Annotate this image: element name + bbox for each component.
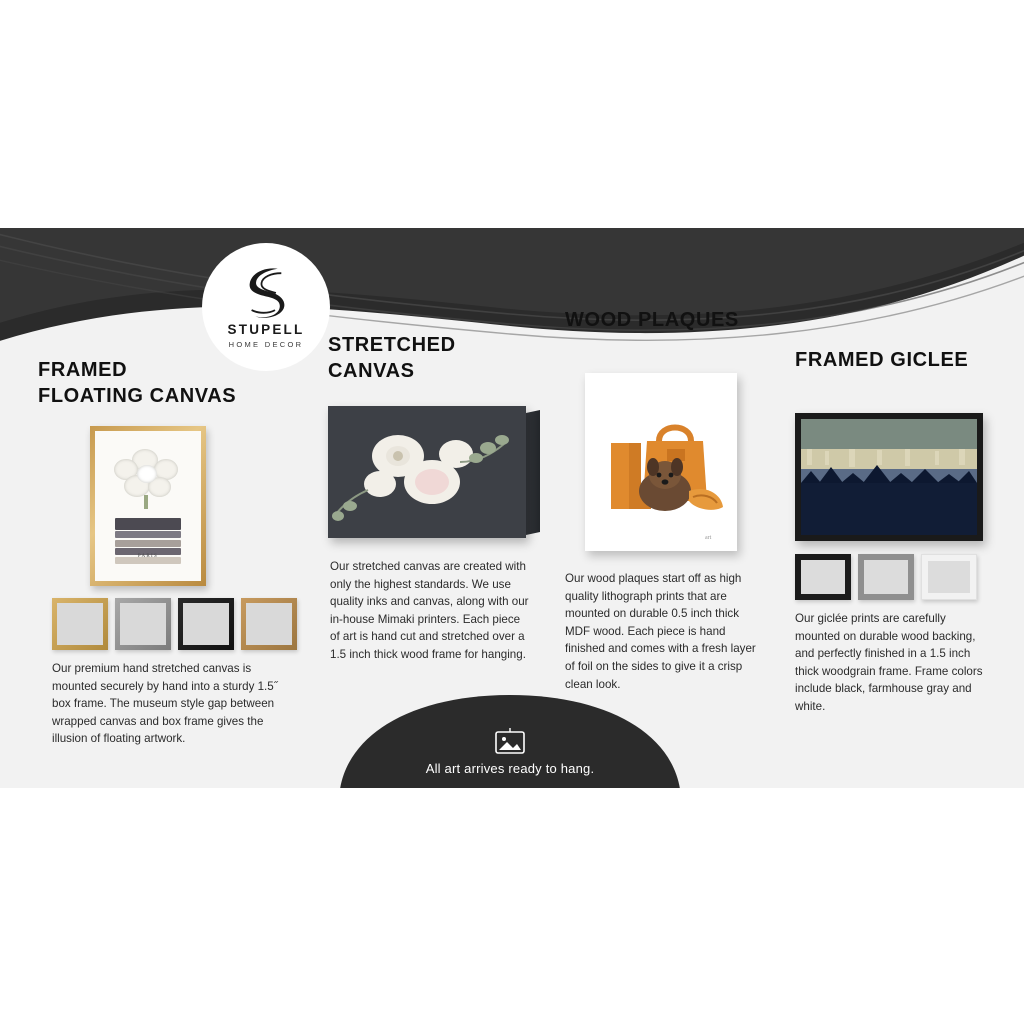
column-framed-giclee xyxy=(795,348,995,714)
ready-to-hang-text: All art arrives ready to hang. xyxy=(425,761,595,776)
black-frame-swatch xyxy=(178,598,234,650)
giclee-frame-swatches xyxy=(795,554,977,600)
dog-handbag-illustration xyxy=(585,373,737,551)
title-line-1: STRETCHED xyxy=(328,334,456,356)
bouquet-illustration xyxy=(110,447,186,509)
title-line-2: FLOATING CANVAS xyxy=(38,384,237,407)
wood-plaque-artwork xyxy=(585,373,737,551)
column-body-framed-giclee: Our giclée prints are carefully mounted on durable wood backing, and perfectly finished in a 1.5 inch thick woodgrain frame. Frame colors include black, farmhouse gray and white. xyxy=(795,612,983,714)
canvas-side-edge xyxy=(526,410,540,535)
brand-logo xyxy=(202,243,330,371)
column-body-wood-plaques: Our wood plaques start off as high quality lithograph prints that are mounted on durable 0.5 inch thick MDF wood. Each piece is hand finished and comes with a fresh layer of foil on the sides to give it a crisp clean look. xyxy=(565,572,756,691)
svg-text:art: art xyxy=(705,535,712,541)
stretched-canvas-artwork xyxy=(328,406,526,538)
brand-name: STUPELL xyxy=(227,322,305,338)
abstract-landscape-illustration xyxy=(801,419,977,535)
framed-picture-icon xyxy=(493,727,527,755)
column-title-wood-plaques xyxy=(565,308,765,334)
framed-floating-canvas-artwork xyxy=(90,426,206,586)
title-line-1: FRAMED xyxy=(38,359,128,381)
stupell-swirl-logo-icon xyxy=(239,265,293,321)
column-body-stretched-canvas: Our stretched canvas are created with only the highest standards. We use quality inks and canvas, along with our in-house Mimaki printers. Each piece of art is hand cut and stretched over a 1.5 inch thick wood frame for hanging. xyxy=(330,560,529,662)
floral-illustration xyxy=(328,406,526,538)
product-info-band xyxy=(0,228,1024,788)
column-title-framed-giclee xyxy=(795,348,995,374)
title-line-2: CANVAS xyxy=(328,359,415,382)
framed-giclee-artwork xyxy=(795,413,983,541)
column-wood-plaques xyxy=(565,308,765,691)
white-giclee-frame-swatch xyxy=(921,554,977,600)
ready-to-hang-badge xyxy=(345,698,675,788)
title-line-1: FRAMED GICLEE xyxy=(795,349,969,371)
frame-color-swatches xyxy=(52,598,297,650)
brand-tagline: HOME DECOR xyxy=(228,339,304,349)
gray-frame-swatch xyxy=(115,598,171,650)
title-line-1: WOOD PLAQUES xyxy=(565,309,739,331)
oak-frame-swatch xyxy=(241,598,297,650)
column-title-stretched-canvas xyxy=(328,333,538,384)
artwork-label: PARIS xyxy=(137,554,159,559)
column-stretched-canvas xyxy=(328,333,538,662)
gray-giclee-frame-swatch xyxy=(858,554,914,600)
black-giclee-frame-swatch xyxy=(795,554,851,600)
gold-frame-swatch xyxy=(52,598,108,650)
column-body-framed-floating-canvas: Our premium hand stretched canvas is mounted securely by hand into a sturdy 1.5˝ box frame. The museum style gap between wrapped canvas and box frame gives the illusion of floating artwork. xyxy=(52,662,278,746)
